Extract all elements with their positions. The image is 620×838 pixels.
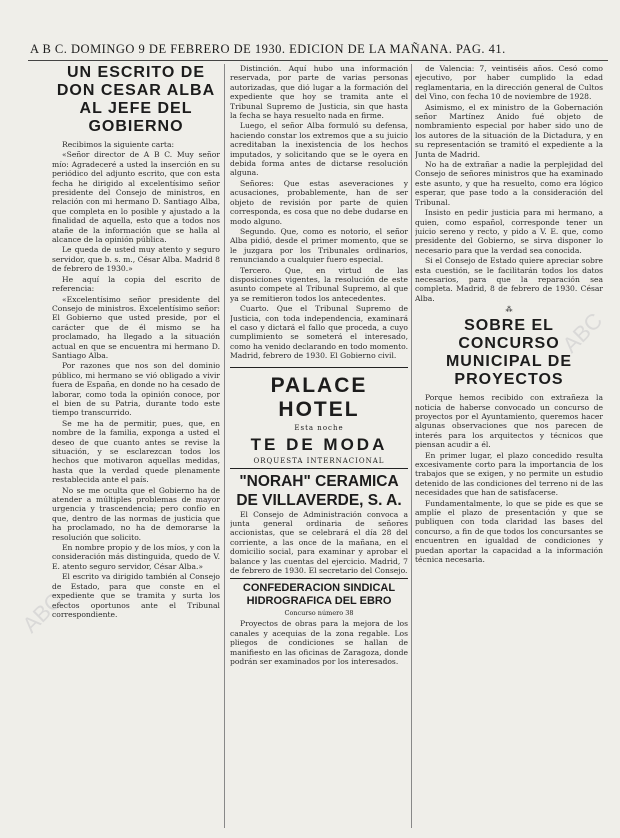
article-paragraph: «Excelentísimo señor presidente del Consejo de ministros. Excelentísimo señor: El Gobierno que usted preside, por el carácter que de él mismo se ha proclamado, ha llegado a la situación actual en que se encuentra mi hermano D. Santiago Alba. [52, 294, 220, 360]
article-paragraph: No ha de extrañar a nadie la perplejidad del Consejo de señores ministros que ha examinado este asunto, y que ha resuelto, como era lógico esperar, que pase todo a la consideración del Tribunal. [415, 160, 603, 207]
palace-hotel-ad [230, 367, 408, 466]
article-headline: UN ESCRITO DE DON CESAR ALBA AL JEFE DEL GOBIERNO [56, 64, 216, 135]
watermark: ABC [557, 307, 608, 358]
article-paragraph: El escrito va dirigido también al Consejo de Estado, para que conste en el expediente que se tramita y surta los efectos oportunos ante el Tribunal correspondiente. [52, 572, 220, 619]
article-paragraph: En primer lugar, el plazo concedido resulta excesivamente corto para la importancia de los trabajos que se exigen, y no permite un estudio detenido de las condiciones del terreno ni de las necesidades que han de satisfacerse. [415, 450, 603, 498]
masthead-rule [28, 60, 608, 61]
article-paragraph: Le queda de usted muy atento y seguro servidor, que b. s. m., César Alba. Madrid 8 de febrero de 1930.» [52, 245, 220, 274]
article-paragraph: No se me oculta que el Gobierno ha de atender a múltiples problemas de mayor urgencia y trascendencia; pero confío en que, dentro de las normas de justicia que ha proclamado, no ha de demorarse la resolución que solicito. [52, 485, 220, 542]
norah-ad-title: "NORAH" CERAMICA DE VILLAVERDE, S. A. [230, 468, 408, 510]
article-paragraph: En nombre propio y de los míos, y con la consideración más distinguida, quedo de V. E. atento seguro servidor, César Alba.» [52, 543, 220, 571]
norah-ad-text: El Consejo de Administración convoca a junta general ordinaria de señores accionistas, que se celebrará el día 28 del corriente, a las once de la mañana, en el domicilio social, para examinar y aprobar el balance y las cuentas del ejercicio. Madrid, 7 de febrero de 1930. El secretario del Consejo. [230, 509, 408, 576]
column-divider [411, 64, 412, 828]
confederacion-subtitle: Concurso número 38 [284, 609, 354, 618]
column-1 [52, 64, 220, 832]
confederacion-text: Proyectos de obras para la mejora de los canales y acequias de la zona regable. Los pliegos de condiciones se hallan de manifiesto en las oficinas de Zaragoza, donde podrán ser examinados por los interesados. [230, 619, 408, 667]
article-headline-2: SOBRE EL CONCURSO MUNICIPAL DE PROYECTOS [445, 317, 573, 389]
article-paragraph: «Señor director de A B C. Muy señor mío: Agradeceré a usted la inserción en su periódico del adjunto escrito, que con esta fecha he dirigido al excelentísimo señor presidente del Consejo de ministros, en relación con mi hermano D. Santiago Alba, que completa en lo posible y ajustado a la finalidad de aquella, esto que a todos nos atañe de la información que se halla al alcance de la opinión pública. [52, 150, 220, 245]
ad-hotel-orchestra: ORQUESTA INTERNACIONAL [253, 456, 385, 465]
article-paragraph: Cuarto. Que el Tribunal Supremo de Justicia, con toda independencia, examinará el caso y dictará el fallo que proceda, a cuyo cumplimiento se someterá el interesado, como ha venido declarando en todo momento. Madrid, febrero de 1930. El Gobierno civil. [230, 304, 408, 361]
article-paragraph: Señores: Que estas aseveraciones y acusaciones, probablemente, han de ser objeto de revisión por parte de quien corresponda, es cosa que no debe dudarse en modo alguno. [230, 178, 408, 226]
article-paragraph: Fundamentalmente, lo que se pide es que se amplíe el plazo de presentación y que se publiquen con toda claridad las bases del concurso, a fin de que todos los concursantes se encuentren en igualdad de condiciones y puedan aportar la capacidad a la información técnica necesaria. [415, 498, 603, 565]
article-paragraph: Asimismo, el ex ministro de la Gobernación señor Martínez Anido fué objeto de nombramiento especial por haber sido uno de los autores de la situación de la Dictadura, y en su representación se tramitó el expediente a la Junta de Madrid. [415, 102, 603, 159]
ad-hotel-name: PALACE HOTEL [270, 373, 368, 421]
column-3 [415, 64, 603, 832]
ad-hotel-slogan: TE DE MODA [250, 434, 388, 454]
article-paragraph: Distinción. Aquí hubo una información reservada, por parte de varias personas autorizadas, que dió lugar a la formación del expediente que hoy se tramita ante el Tribunal Supremo de Justicia, sin que hasta la fecha se haya resuelto nada en firme. [230, 64, 408, 121]
masthead: A B C. DOMINGO 9 DE FEBRERO DE 1930. EDICION DE LA MAÑANA. PAG. 41. [30, 42, 506, 56]
article-paragraph: de Valencia: 7, veintiséis años. Cesó como ejecutivo, por haber cumplido la edad reglamentaria, en la dirección general de Cultos del Vino, con fecha 10 de noviembre de 1928. [415, 64, 603, 102]
column-divider [224, 64, 225, 828]
article-paragraph: Por razones que nos son del dominio público, mi hermano se vió obligado a vivir fuera de España, en donde no ha cesado de laborar, como toda la opinión conoce, por el bien de su Patria, durante todo este tiempo transcurrido. [52, 361, 220, 418]
watermark: ABC [17, 587, 68, 638]
article-paragraph: Si el Consejo de Estado quiere apreciar sobre esta cuestión, se le facilitarán todos los datos necesarios, para que la reparación sea completa. Madrid, 8 de febrero de 1930. César Alba. [415, 256, 603, 303]
article-paragraph: Luego, el señor Alba formuló su defensa, haciendo constar los extremos que a su juicio acreditaban la inexistencia de los hechos imputados, y solicitando que se le oyera en debida forma antes de dictarse resolución alguna. [230, 121, 408, 178]
article-paragraph: Recibimos la siguiente carta: [62, 140, 175, 149]
ad-hotel-subtitle: Esta noche [294, 423, 344, 432]
ornament-divider: ⁂ [505, 306, 513, 315]
article-paragraph: Se me ha de permitir, pues, que, en nombre de la familia, exponga a usted el deseo de que cuanto antes se revise la situación, y se esclarezcan todos los hechos que motivaron aquellas medidas, hasta que la verdad quede plenamente restablecida ante el país. [52, 418, 220, 485]
column-2 [230, 64, 408, 832]
article-paragraph: Segundo. Que, como es notorio, el señor Alba pidió, desde el primer momento, que se le juzgara por los Tribunales ordinarios, renunciando a cualquier fuero especial. [230, 226, 408, 265]
article-paragraph: He aquí la copia del escrito de referencia: [52, 274, 220, 294]
article-paragraph: Insisto en pedir justicia para mi hermano, a quien, como español, corresponde tener un juicio sereno y recto, y pido a V. E. que, como presidente del Gobierno, se sirva disponer lo necesario para que la verdad sea conocida. [415, 208, 603, 255]
article-paragraph: Porque hemos recibido con extrañeza la noticia de haberse convocado un concurso de proyectos por el Ayuntamiento, queremos hacer algunas observaciones que nos parecen de interés para los arquitectos y técnicos que piensan acudir a él. [415, 393, 603, 450]
article-paragraph: Tercero. Que, en virtud de las disposiciones vigentes, la resolución de este asunto compete al Tribunal Supremo, al que ya se remitieron todos los antecedentes. [230, 265, 408, 303]
confederacion-title: CONFEDERACION SINDICAL HIDROGRAFICA DEL EBRO [230, 578, 408, 608]
